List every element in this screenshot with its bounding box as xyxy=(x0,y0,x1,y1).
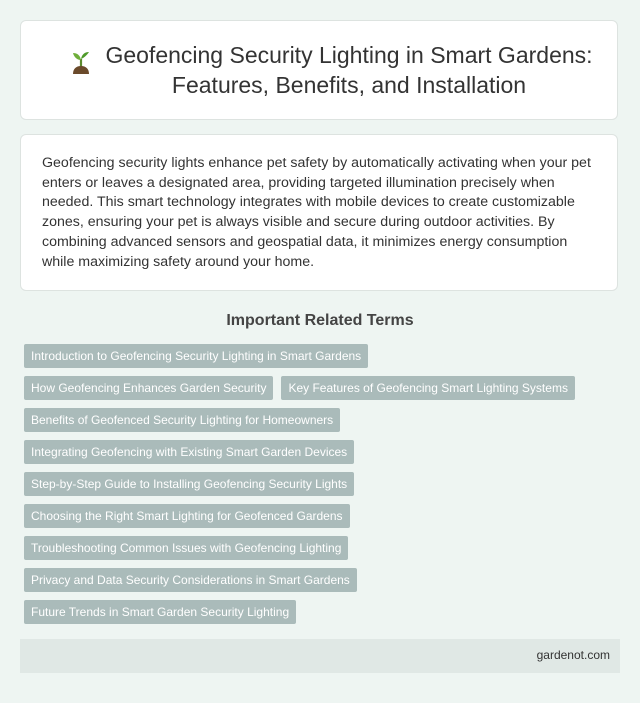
related-term-tag[interactable]: Key Features of Geofencing Smart Lighting Systems xyxy=(281,376,574,400)
tag-row xyxy=(24,600,620,624)
intro-card xyxy=(20,134,618,291)
header-card xyxy=(20,20,618,120)
tag-row xyxy=(24,408,620,432)
tag-row xyxy=(24,376,620,400)
tag-row xyxy=(24,504,620,528)
related-term-tag[interactable]: Troubleshooting Common Issues with Geofencing Lighting xyxy=(24,536,348,560)
page-title: Geofencing Security Lighting in Smart Gardens: Features, Benefits, and Installation xyxy=(105,42,593,98)
related-term-tag[interactable]: Integrating Geofencing with Existing Smart Garden Devices xyxy=(24,440,354,464)
header-content xyxy=(21,21,617,119)
related-term-tag[interactable]: Introduction to Geofencing Security Lighting in Smart Gardens xyxy=(24,344,368,368)
related-terms-heading: Important Related Terms xyxy=(226,312,414,329)
related-terms-list xyxy=(24,344,620,632)
related-term-tag[interactable]: Privacy and Data Security Considerations in Smart Gardens xyxy=(24,568,357,592)
related-term-tag[interactable]: How Geofencing Enhances Garden Security xyxy=(24,376,273,400)
tag-row xyxy=(24,472,620,496)
footer xyxy=(20,639,620,673)
tag-row xyxy=(24,568,620,592)
intro-paragraph: Geofencing security lights enhance pet safety by automatically activating when your pet enters or leaves a designated area, providing targeted illumination precisely when needed. This smart technology integrates with mobile devices to create customizable zones, ensuring your pet is always visible and secure during outdoor activities. By combining advanced sensors and geospatial data, it minimizes energy consumption while maximizing safety around your home. xyxy=(42,155,591,270)
related-term-tag[interactable]: Step-by-Step Guide to Installing Geofencing Security Lights xyxy=(24,472,354,496)
footer-site-link[interactable]: gardenot.com xyxy=(536,648,610,662)
tag-row xyxy=(24,440,620,464)
related-term-tag[interactable]: Choosing the Right Smart Lighting for Geofenced Gardens xyxy=(24,504,350,528)
related-term-tag[interactable]: Future Trends in Smart Garden Security Lighting xyxy=(24,600,296,624)
tag-row xyxy=(24,536,620,560)
tag-row xyxy=(24,344,620,368)
related-term-tag[interactable]: Benefits of Geofenced Security Lighting for Homeowners xyxy=(24,408,340,432)
sprout-icon xyxy=(65,45,97,77)
